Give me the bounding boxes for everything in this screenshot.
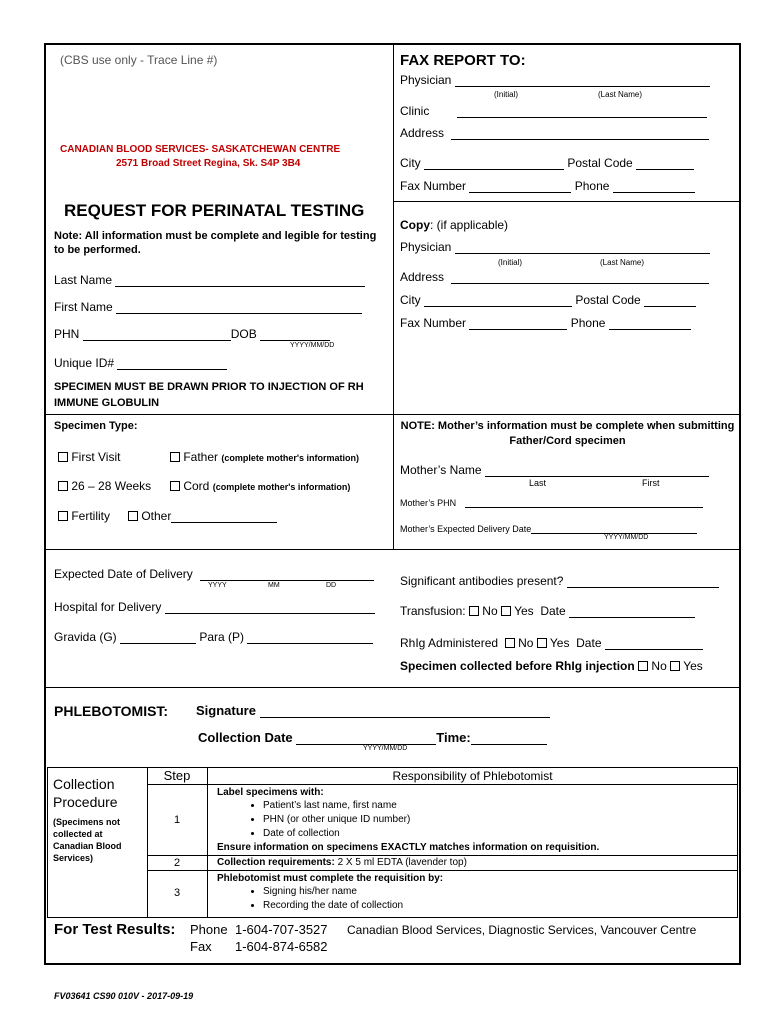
copy-postal-input[interactable] xyxy=(644,295,696,307)
edd-label: Expected Date of Delivery xyxy=(54,567,193,581)
specimen-type-label: Specimen Type: xyxy=(54,420,138,432)
copy-city-label: City xyxy=(400,293,421,307)
mother-phn-input[interactable] xyxy=(465,496,703,508)
gravida-label: Gravida (G) xyxy=(54,630,117,644)
fax-number-input[interactable] xyxy=(469,181,571,193)
father-option[interactable] xyxy=(170,450,359,464)
copy-phone-input[interactable] xyxy=(609,318,691,330)
responsibility-header: Responsibility of Phlebotomist xyxy=(392,769,553,783)
fax-postal-input[interactable] xyxy=(636,158,694,170)
collected-no-checkbox[interactable] xyxy=(638,661,648,671)
step-3-bullet: • Signing his/her name xyxy=(263,885,735,899)
divider-delivery-section xyxy=(45,549,740,550)
transfusion-yes-label: Yes xyxy=(514,604,534,618)
copy-address-input[interactable] xyxy=(451,272,709,284)
step-3-number: 3 xyxy=(173,887,181,899)
copy-city-field[interactable] xyxy=(400,293,696,307)
copy-heading-suffix: : (if applicable) xyxy=(430,218,509,232)
fax-city-label: City xyxy=(400,156,421,170)
unique-id-input[interactable] xyxy=(117,358,227,370)
collection-date-input[interactable] xyxy=(296,732,436,745)
collection-date-label: Collection Date xyxy=(198,730,293,745)
step-2-number: 2 xyxy=(173,857,181,869)
step-1-number: 1 xyxy=(173,814,181,826)
transfusion-no-checkbox[interactable] xyxy=(469,606,479,616)
collected-no-label: No xyxy=(651,659,667,673)
fax-city-field[interactable] xyxy=(400,156,694,170)
fax-postal-label: Postal Code xyxy=(567,156,633,170)
edd-mm-hint: MM xyxy=(268,582,280,589)
signature-input[interactable] xyxy=(260,705,550,718)
last-name-label: Last Name xyxy=(54,273,113,287)
weeks-label: 26 – 28 Weeks xyxy=(71,479,152,493)
gravida-input[interactable] xyxy=(120,632,196,644)
weeks-option[interactable] xyxy=(58,479,151,493)
fax-clinic-input[interactable] xyxy=(457,106,707,118)
fertility-option[interactable] xyxy=(58,509,110,523)
dob-input[interactable] xyxy=(260,329,330,341)
rhig-date-input[interactable] xyxy=(605,638,703,650)
procedure-header-rule xyxy=(147,784,737,785)
cbs-use-label: (CBS use only - Trace Line #) xyxy=(60,53,218,67)
collected-before-label: Specimen collected before RhIg injection xyxy=(400,659,635,673)
first-name-input[interactable] xyxy=(116,302,362,314)
copy-physician-label: Physician xyxy=(400,240,452,254)
step-1-bullet: • PHN (or other unique ID number) xyxy=(263,813,735,827)
other-input[interactable] xyxy=(171,511,277,523)
copy-fax-input[interactable] xyxy=(469,318,567,330)
hospital-label: Hospital for Delivery xyxy=(54,600,162,614)
fax-city-input[interactable] xyxy=(424,158,564,170)
step-1-bullet: • Date of collection xyxy=(263,827,735,841)
mother-edd-format: YYYY/MM/DD xyxy=(604,534,649,541)
results-fax-label: Fax xyxy=(190,939,212,954)
fertility-label: Fertility xyxy=(71,509,111,523)
mother-name-label: Mother’s Name xyxy=(400,463,482,477)
collected-yes-checkbox[interactable] xyxy=(670,661,680,671)
unique-id-label: Unique ID# xyxy=(54,356,115,370)
step-1-bullets xyxy=(217,799,735,841)
column-divider xyxy=(393,44,394,549)
fax-phone-label: Phone xyxy=(574,179,610,193)
collection-date-field[interactable] xyxy=(198,730,547,745)
fax-address-input[interactable] xyxy=(451,128,709,140)
edd-dd-hint: DD xyxy=(326,582,337,589)
rhig-field[interactable] xyxy=(400,636,703,650)
copy-postal-label: Postal Code xyxy=(575,293,641,307)
other-label: Other xyxy=(141,509,172,523)
divider-specimen-section xyxy=(45,414,740,415)
phn-label: PHN xyxy=(54,327,80,341)
fax-physician-field[interactable] xyxy=(400,73,710,87)
transfusion-date-label: Date xyxy=(540,604,566,618)
transfusion-yes-checkbox[interactable] xyxy=(501,606,511,616)
fax-number-label: Fax Number xyxy=(400,179,467,193)
rhig-date-label: Date xyxy=(576,636,602,650)
dob-label: DOB xyxy=(230,327,257,341)
procedure-row1-rule xyxy=(147,855,737,856)
copy-heading xyxy=(400,218,508,232)
cord-option[interactable] xyxy=(170,479,350,493)
rhig-no-checkbox[interactable] xyxy=(505,638,515,648)
results-org: Canadian Blood Services, Diagnostic Services, Vancouver Centre xyxy=(347,923,697,937)
transfusion-label: Transfusion: xyxy=(400,604,466,618)
collection-date-format: YYYY/MM/DD xyxy=(363,745,408,752)
specimen-warning: SPECIMEN MUST BE DRAWN PRIOR TO INJECTION OF RH IMMUNE GLOBULIN xyxy=(54,381,364,409)
mother-name-input[interactable] xyxy=(485,465,709,477)
fax-physician-input[interactable] xyxy=(455,75,710,87)
father-checkbox[interactable] xyxy=(170,452,180,462)
time-label: Time: xyxy=(436,730,471,745)
mother-phn-label: Mother’s PHN xyxy=(400,498,457,508)
procedure-title: Collection Procedure xyxy=(53,776,118,810)
mother-name-field[interactable] xyxy=(400,463,709,477)
father-note: (complete mother's information) xyxy=(221,453,360,463)
fax-phone-input[interactable] xyxy=(613,181,695,193)
last-name-field[interactable] xyxy=(54,273,365,287)
last-name-input[interactable] xyxy=(115,275,365,287)
first-visit-label: First Visit xyxy=(71,450,121,464)
copy-city-input[interactable] xyxy=(424,295,572,307)
first-visit-option[interactable] xyxy=(58,450,120,464)
mother-note: NOTE: Mother’s information must be complete when submitting Father/Cord specimen xyxy=(400,420,735,447)
note-text: Note: All information must be complete and legible for testing to be performed. xyxy=(54,230,377,256)
phn-field[interactable] xyxy=(54,327,330,341)
father-label: Father xyxy=(183,450,219,464)
gravida-field[interactable] xyxy=(54,630,373,644)
step-1-content xyxy=(217,786,735,854)
cord-label: Cord xyxy=(183,479,210,493)
cord-checkbox[interactable] xyxy=(170,481,180,491)
copy-heading-label: Copy xyxy=(400,218,430,232)
step-2-text: 2 X 5 ml EDTA (lavender top) xyxy=(334,857,467,868)
mother-last-hint: Last xyxy=(529,478,547,488)
weeks-checkbox[interactable] xyxy=(58,481,68,491)
copy-lastname-hint: (Last Name) xyxy=(600,258,645,267)
copy-address-field[interactable] xyxy=(400,270,709,284)
rhig-yes-label: Yes xyxy=(549,636,570,650)
step-3-bullet: • Recording the date of collection xyxy=(263,899,735,913)
fax-address-label: Address xyxy=(400,126,445,140)
results-fax: 1-604-874-6582 xyxy=(235,939,328,954)
para-label: Para (P) xyxy=(199,630,245,644)
antibodies-input[interactable] xyxy=(567,576,719,588)
hospital-input[interactable] xyxy=(165,602,375,614)
step-header: Step xyxy=(163,768,191,783)
other-option[interactable] xyxy=(128,509,277,523)
dob-format: YYYY/MM/DD xyxy=(290,342,335,349)
fax-address-field[interactable] xyxy=(400,126,709,140)
mother-edd-label: Mother’s Expected Delivery Date xyxy=(400,524,532,534)
step-1-heading: Label specimens with: xyxy=(217,787,324,798)
step-2-heading: Collection requirements: xyxy=(217,857,335,868)
copy-fax-field[interactable] xyxy=(400,316,691,330)
antibodies-field[interactable] xyxy=(400,574,719,588)
copy-phone-label: Phone xyxy=(570,316,606,330)
first-visit-checkbox[interactable] xyxy=(58,452,68,462)
signature-label: Signature xyxy=(196,703,256,718)
results-label: For Test Results: xyxy=(54,921,176,938)
procedure-note: (Specimens not collected at Canadian Blood Services) xyxy=(53,817,122,863)
fax-clinic-label: Clinic xyxy=(400,104,430,118)
mother-phn-field[interactable] xyxy=(400,496,703,508)
fertility-checkbox[interactable] xyxy=(58,511,68,521)
results-phone: 1-604-707-3527 xyxy=(235,922,328,937)
fax-initial-hint: (Initial) xyxy=(494,90,519,99)
step-3-bullets xyxy=(217,885,735,913)
copy-fax-label: Fax Number xyxy=(400,316,467,330)
rhig-yes-checkbox[interactable] xyxy=(537,638,547,648)
step-1-footer: Ensure information on specimens EXACTLY matches information on requisition. xyxy=(217,842,600,853)
time-input[interactable] xyxy=(471,732,547,745)
results-phone-label: Phone xyxy=(190,922,228,937)
phlebotomist-label: PHLEBOTOMIST: xyxy=(54,703,169,719)
hospital-field[interactable] xyxy=(54,600,375,614)
transfusion-date-input[interactable] xyxy=(569,606,695,618)
divider-phlebotomist-section xyxy=(45,687,740,688)
collected-yes-label: Yes xyxy=(683,659,703,673)
mother-edd-input[interactable] xyxy=(531,522,697,534)
signature-field[interactable] xyxy=(196,703,550,718)
procedure-col2 xyxy=(207,767,208,918)
mother-edd-field[interactable] xyxy=(400,522,697,534)
form-id: FV03641 CS90 010V - 2017-09-19 xyxy=(54,991,194,1001)
cord-note: (complete mother's information) xyxy=(212,482,351,492)
fax-lastname-hint: (Last Name) xyxy=(598,90,643,99)
copy-address-label: Address xyxy=(400,270,445,284)
first-name-field[interactable] xyxy=(54,300,362,314)
other-checkbox[interactable] xyxy=(128,511,138,521)
antibodies-label: Significant antibodies present? xyxy=(400,574,564,588)
divider-fax-copy xyxy=(393,201,740,202)
rhig-no-label: No xyxy=(518,636,534,650)
transfusion-field[interactable] xyxy=(400,604,695,618)
mother-first-hint: First xyxy=(642,478,660,488)
fax-clinic-field[interactable] xyxy=(400,104,707,118)
para-input[interactable] xyxy=(247,632,373,644)
fax-physician-label: Physician xyxy=(400,73,452,87)
edd-input[interactable] xyxy=(200,569,374,581)
centre-name: CANADIAN BLOOD SERVICES- SASKATCHEWAN CENTRE xyxy=(60,144,341,155)
transfusion-no-label: No xyxy=(482,604,498,618)
fax-heading: FAX REPORT TO: xyxy=(400,52,526,69)
edd-yyyy-hint: YYYY xyxy=(208,582,227,589)
rhig-label: RhIg Administered xyxy=(400,636,499,650)
copy-physician-field[interactable] xyxy=(400,240,710,254)
centre-address: 2571 Broad Street Regina, Sk. S4P 3B4 xyxy=(116,158,301,169)
page-title: REQUEST FOR PERINATAL TESTING xyxy=(64,201,365,220)
step-3-heading: Phlebotomist must complete the requisition by: xyxy=(217,873,444,884)
copy-initial-hint: (Initial) xyxy=(498,258,523,267)
step-2-content xyxy=(217,857,467,868)
fax-number-field[interactable] xyxy=(400,179,695,193)
copy-physician-input[interactable] xyxy=(455,242,710,254)
step-1-bullet: • Patient’s last name, first name xyxy=(263,799,735,813)
collected-before-field[interactable] xyxy=(400,659,703,673)
first-name-label: First Name xyxy=(54,300,113,314)
unique-id-field[interactable] xyxy=(54,356,227,370)
step-3-content xyxy=(217,872,735,913)
procedure-row2-rule xyxy=(147,870,737,871)
phn-input[interactable] xyxy=(83,329,231,341)
edd-field[interactable] xyxy=(54,567,374,581)
